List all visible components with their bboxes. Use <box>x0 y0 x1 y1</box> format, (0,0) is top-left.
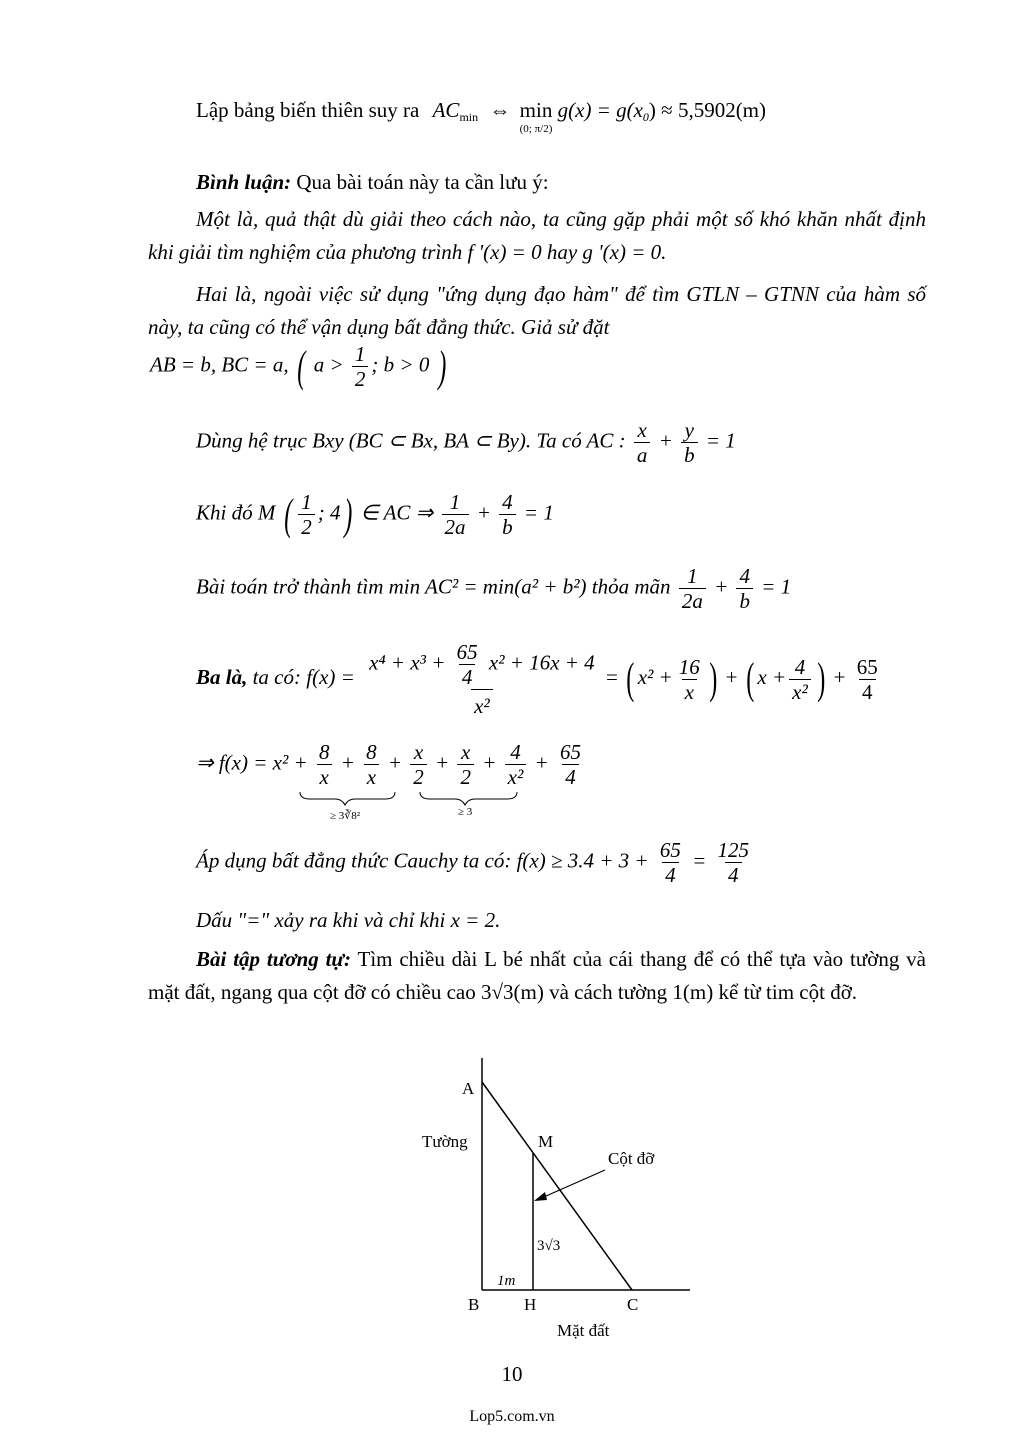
bai-toan-pre: Bài toán trở thành tìm min AC² = min(a² + b²) thỏa mãn <box>196 574 671 599</box>
ba-la-line <box>196 640 884 718</box>
equals-one: = 1 <box>761 574 792 599</box>
label-C: C <box>627 1295 639 1314</box>
sixtyfive-over-four <box>454 640 481 689</box>
frac-x-2-1 <box>410 740 427 789</box>
frac-125-4 <box>715 838 753 887</box>
equals-sign: = <box>605 665 618 690</box>
term2-a: x + <box>757 665 787 690</box>
he-truc-text: Dùng hệ trục Bxy (BC ⊂ Bx, BA ⊂ By). Ta có AC : <box>196 428 626 453</box>
frac-num: 65 <box>456 640 478 664</box>
min-range: (0; π/2) <box>519 123 553 136</box>
page-number: 10 <box>501 1362 523 1386</box>
brace-label-1: ≥ 3∛8² <box>330 810 361 822</box>
ac-sub: min <box>459 110 479 124</box>
frac-num: 16 <box>678 654 700 679</box>
half-num: 1 <box>354 342 366 366</box>
bai-tap-label: Bài tập tương tự: <box>196 947 352 971</box>
label-A: A <box>462 1079 475 1098</box>
brace-label-2: ≥ 3 <box>458 806 473 818</box>
frac-den: b <box>499 514 516 539</box>
underbrace-2 <box>420 792 517 805</box>
lap-bang-text: Lập bảng biến thiên suy ra <box>196 98 420 122</box>
ab-line <box>150 342 449 391</box>
implies-pre: ⇒ f(x) = x² + <box>196 750 308 775</box>
pointer-line <box>537 1170 605 1200</box>
half-fraction <box>298 490 315 539</box>
mot-la-paragraph <box>148 203 926 269</box>
frac-8-x-1 <box>316 740 333 789</box>
frac-num: x <box>413 740 424 764</box>
ladder-figure <box>400 1050 700 1350</box>
frac-num: x <box>637 418 647 442</box>
ladder-line <box>482 1082 632 1290</box>
big-numerator <box>366 640 598 689</box>
frac-num: 8 <box>366 740 377 764</box>
frac-65-4 <box>657 838 684 887</box>
min-word: min <box>519 98 553 122</box>
he-truc-line <box>196 418 736 467</box>
frac-4-x2 <box>505 740 527 789</box>
underbraces <box>290 790 530 830</box>
binh-luan-label: Bình luận: <box>196 170 292 194</box>
label-B: B <box>468 1295 480 1314</box>
left-paren: ( <box>297 341 306 391</box>
y-over-b <box>681 418 698 467</box>
equals-one: = 1 <box>523 500 554 525</box>
arrow-head <box>534 1192 547 1201</box>
frac-num: x <box>461 740 471 764</box>
frac-num: 1 <box>687 564 698 588</box>
hai-la-text: Hai là, ngoài việc sử dụng "ứng dụng đạo hàm" để tìm GTLN – GTNN của hàm số này, ta cũng có thể vận dụng bất đẳng thức. Giả sử đặt <box>148 282 926 339</box>
frac-x-2-2 <box>457 740 474 789</box>
ac-symbol: AC <box>432 98 460 122</box>
label-height: 3√3 <box>537 1238 561 1254</box>
ab-pre: AB = b, BC = a, <box>150 352 289 377</box>
num-post: x² + 16x + 4 <box>488 650 595 675</box>
four-over-b <box>499 490 516 539</box>
frac-num: 4 <box>739 564 750 588</box>
plus-sign: + <box>476 500 491 525</box>
big-denominator: x² <box>471 689 493 718</box>
frac-den: x² <box>505 764 527 789</box>
bai-toan-line <box>196 564 791 613</box>
hai-la-paragraph <box>148 278 926 344</box>
label-ground: Mặt đất <box>557 1321 610 1340</box>
sixtyfive-over-four <box>854 655 881 704</box>
g-tail: ) ≈ 5,5902(m) <box>648 98 767 122</box>
mot-la-text: Một là, quả thật dù giải theo cách nào, ta cũng gặp phải một số khó khăn nhất định khi giải tìm nghiệm của phương trình f '(x) = 0 hay g '(x) = 0. <box>148 207 926 264</box>
four-over-b <box>736 564 753 613</box>
frac-num: 1 <box>449 490 461 514</box>
frac-den: b <box>736 588 753 613</box>
frac-num: 65 <box>659 838 681 862</box>
ab-post: ; b > 0 <box>371 352 430 377</box>
label-wall: Tường <box>422 1132 468 1151</box>
ba-la-pre: ta có: f(x) = <box>247 665 355 690</box>
khi-do-pre: Khi đó M <box>196 500 276 525</box>
g-expr: g(x) = g(x <box>557 98 643 122</box>
one-over-2a <box>679 564 706 613</box>
half-den: 2 <box>352 366 369 391</box>
right-paren: ) <box>437 341 446 391</box>
plus-sign: + <box>658 428 673 453</box>
underbrace-1 <box>300 792 395 805</box>
equals-sign: = <box>692 848 707 873</box>
right-paren: ) <box>709 654 718 704</box>
plus-sign: + <box>714 574 729 599</box>
dau-line <box>196 908 500 933</box>
binh-luan-line <box>196 170 549 195</box>
frac-den: 4 <box>459 664 476 689</box>
line-lap-bang <box>196 98 766 136</box>
frac-den: 2 <box>298 514 315 539</box>
frac-65-4 <box>557 740 584 789</box>
frac-num: 1 <box>301 490 312 514</box>
one-over-2a <box>442 490 469 539</box>
frac-den: x <box>682 679 697 704</box>
frac-8-x-2 <box>363 740 380 789</box>
implies-line: ⇒ f(x) = x² + $\frac{8}{x}$ + $\frac{8}{x}$ + $\frac{x}{2}$ + $\frac{x}{2}$ + $\frac{4}{\text{x²}}$ + $\frac{65}{4}$ <box>196 740 587 789</box>
frac-den: 4 <box>859 679 876 704</box>
frac-num: 8 <box>318 740 330 764</box>
cauchy-line <box>196 838 755 887</box>
frac-den: x² <box>789 679 811 704</box>
left-paren: ( <box>283 489 292 539</box>
khi-do-line <box>196 490 554 539</box>
plus-sign: + <box>725 665 738 690</box>
frac-den: 2a <box>679 588 706 613</box>
frac-den: 4 <box>662 862 679 887</box>
frac-den: 2a <box>442 514 469 539</box>
frac-den: a <box>634 442 651 467</box>
num-pre: x⁴ + x³ + <box>369 650 446 675</box>
ab-a: a > <box>313 352 344 377</box>
big-fraction <box>366 640 598 718</box>
label-pillar: Cột đỡ <box>608 1149 655 1168</box>
x-over-a <box>634 418 651 467</box>
cauchy-pre: Áp dụng bất đẳng thức Cauchy ta có: f(x) ≥ 3.4 + 3 + <box>196 848 649 873</box>
min-operator <box>520 98 553 136</box>
sixteen-over-x <box>676 655 703 704</box>
dau-text: Dấu "=" xảy ra khi và chỉ khi x = 2. <box>196 908 501 932</box>
label-M: M <box>538 1132 554 1151</box>
frac-den: 2 <box>410 764 427 789</box>
frac-den: 4 <box>725 862 742 887</box>
term1-a: x² + <box>637 665 673 690</box>
x0-sub: 0 <box>642 110 649 124</box>
label-H: H <box>524 1295 537 1314</box>
left-paren: ( <box>746 654 755 704</box>
khi-do-in: ∈ AC ⇒ <box>360 500 434 525</box>
frac-num: y <box>684 418 694 442</box>
frac-num: 65 <box>856 654 878 679</box>
iff-symbol: ⇔ <box>489 98 511 122</box>
frac-num: 4 <box>794 654 806 679</box>
frac-den: 2 <box>457 764 474 789</box>
frac-num: 65 <box>559 740 581 764</box>
frac-den: x <box>317 764 332 789</box>
half-fraction <box>352 342 369 391</box>
right-paren: ) <box>343 489 352 539</box>
equals-one: = 1 <box>705 428 736 453</box>
frac-den: x <box>364 764 379 789</box>
frac-num: 125 <box>717 838 749 862</box>
khi-do-mid: ; 4 <box>317 500 341 525</box>
binh-luan-text: Qua bài toán này ta cần lưu ý: <box>291 170 549 194</box>
site-footer: Lop5.com.vn <box>469 1408 555 1425</box>
ba-la-label: Ba là, <box>196 665 248 690</box>
frac-num: 4 <box>510 740 521 764</box>
frac-num: 4 <box>502 490 513 514</box>
label-dist: 1m <box>497 1273 516 1289</box>
frac-den: b <box>681 442 698 467</box>
plus-sign: + <box>833 665 846 690</box>
bai-tap-paragraph <box>148 943 926 1009</box>
bai-tap-text: Tìm chiều dài L bé nhất của cái thang để có thể tựa vào tường và mặt đất, ngang qua cột đỡ có chiều cao 3√3(m) và cách tường 1(m) kể từ tim cột đỡ. <box>148 947 927 1004</box>
four-over-x2 <box>789 655 811 704</box>
right-paren: ) <box>817 654 826 704</box>
frac-den: 4 <box>562 764 579 789</box>
left-paren: ( <box>626 654 635 704</box>
